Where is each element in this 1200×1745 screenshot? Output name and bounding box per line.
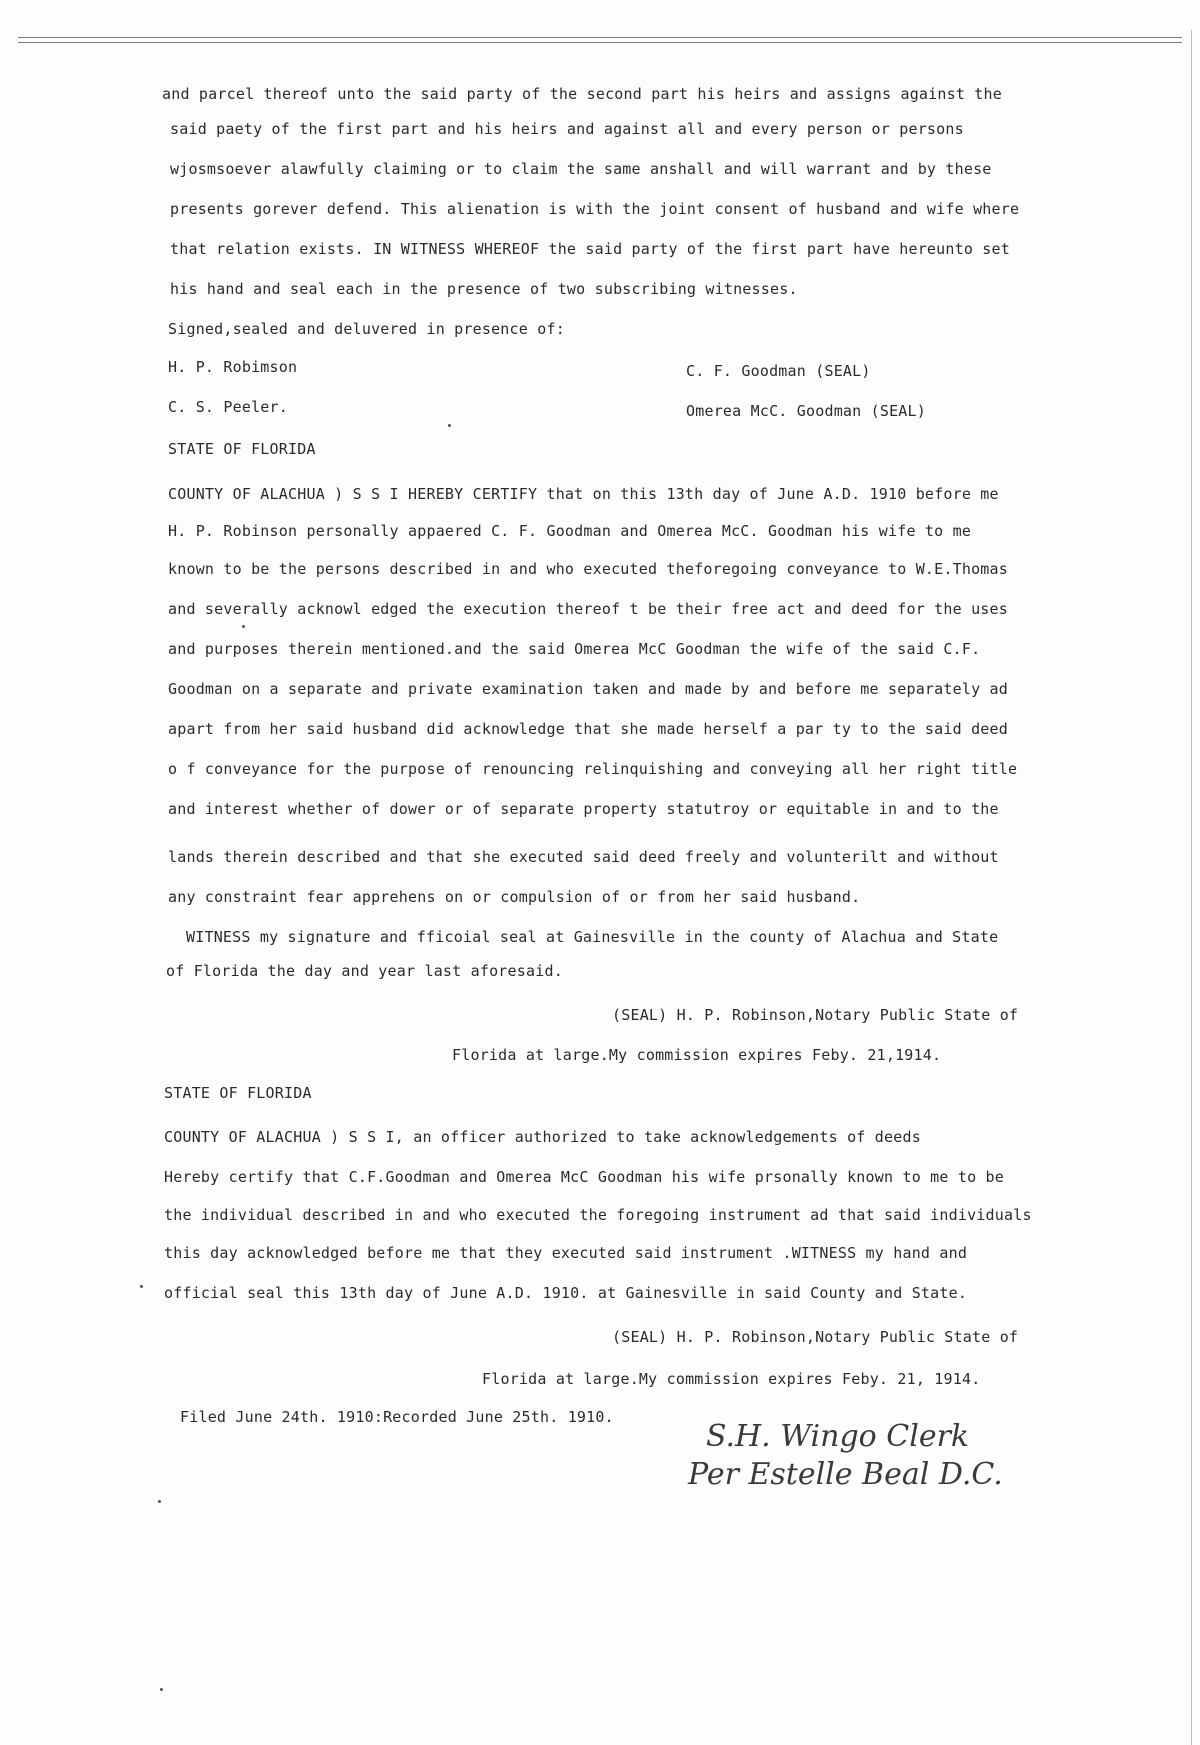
notary-block: Florida at large.My commission expires Feby. 21,1914. bbox=[452, 1046, 942, 1064]
state-heading: STATE OF FLORIDA bbox=[164, 1084, 312, 1102]
scan-speck bbox=[160, 1688, 163, 1691]
ack-line: Hereby certify that C.F.Goodman and Omerea McC Goodman his wife prsonally known to me to be bbox=[164, 1168, 1004, 1186]
clerk-signature: S.H. Wingo Clerk bbox=[706, 1419, 970, 1454]
witness-name: C. S. Peeler. bbox=[168, 398, 288, 416]
body-line: his hand and seal each in the presence of two subscribing witnesses. bbox=[170, 280, 798, 298]
notary-block: (SEAL) H. P. Robinson,Notary Public State of bbox=[612, 1006, 1019, 1024]
ack-line: H. P. Robinson personally appaered C. F. Goodman and Omerea McC. Goodman his wife to me bbox=[168, 522, 972, 540]
witness-name: H. P. Robimson bbox=[168, 358, 298, 376]
signed-sealed-line: Signed,sealed and deluvered in presence of: bbox=[168, 320, 565, 338]
body-line: and parcel thereof unto the said party of the second part his heirs and assigns against the bbox=[162, 85, 1002, 103]
ack-line: and interest whether of dower or of separate property statutroy or equitable in and to the bbox=[168, 800, 999, 818]
top-rule bbox=[18, 37, 1182, 38]
body-line: said paety of the first part and his heirs and against all and every person or persons bbox=[170, 120, 964, 138]
grantor-signature: Omerea McC. Goodman (SEAL) bbox=[686, 402, 926, 420]
body-line: presents gorever defend. This alienation is with the joint consent of husband and wife where bbox=[170, 200, 1020, 218]
notary-block: Florida at large.My commission expires Feby. 21, 1914. bbox=[482, 1370, 981, 1388]
top-rule-secondary bbox=[18, 42, 1182, 43]
ack-line: o f conveyance for the purpose of renouncing relinquishing and conveying all her right title bbox=[168, 760, 1018, 778]
scan-speck bbox=[158, 1500, 161, 1503]
ack-line: any constraint fear apprehens on or compulsion of or from her said husband. bbox=[168, 888, 861, 906]
deputy-clerk-signature: Per Estelle Beal D.C. bbox=[688, 1457, 1003, 1492]
body-line: that relation exists. IN WITNESS WHEREOF the said party of the first part have hereunto set bbox=[170, 240, 1010, 258]
ack-line: and severally acknowl edged the execution thereof t be their free act and deed for the uses bbox=[168, 600, 1008, 618]
witness-clause: WITNESS my signature and fficoial seal at Gainesville in the county of Alachua and State bbox=[186, 928, 999, 946]
ack-line: apart from her said husband did acknowledge that she made herself a par ty to the said deed bbox=[168, 720, 1008, 738]
ack-line: this day acknowledged before me that they executed said instrument .WITNESS my hand and bbox=[164, 1244, 968, 1262]
filed-recorded-line: Filed June 24th. 1910:Recorded June 25th. 1910. bbox=[180, 1408, 614, 1426]
state-heading: STATE OF FLORIDA bbox=[168, 440, 316, 458]
ack-line: COUNTY OF ALACHUA ) S S I, an officer authorized to take acknowledgements of deeds bbox=[164, 1128, 921, 1146]
ack-line: official seal this 13th day of June A.D. 1910. at Gainesville in said County and State. bbox=[164, 1284, 968, 1302]
notary-block: (SEAL) H. P. Robinson,Notary Public State of bbox=[612, 1328, 1019, 1346]
body-line: wjosmsoever alawfully claiming or to claim the same anshall and will warrant and by these bbox=[170, 160, 992, 178]
scan-speck bbox=[242, 625, 245, 628]
scan-speck bbox=[140, 1285, 143, 1288]
ack-line: known to be the persons described in and who executed theforegoing conveyance to W.E.Thomas bbox=[168, 560, 1008, 578]
witness-clause: of Florida the day and year last aforesaid. bbox=[166, 962, 563, 980]
grantor-signature: C. F. Goodman (SEAL) bbox=[686, 362, 871, 380]
ack-line: Goodman on a separate and private examination taken and made by and before me separately ad bbox=[168, 680, 1008, 698]
ack-line: COUNTY OF ALACHUA ) S S I HEREBY CERTIFY that on this 13th day of June A.D. 1910 before me bbox=[168, 485, 999, 503]
ack-line: and purposes therein mentioned.and the said Omerea McC Goodman the wife of the said C.F. bbox=[168, 640, 981, 658]
scan-speck bbox=[448, 424, 451, 427]
ack-line: the individual described in and who executed the foregoing instrument ad that said individuals bbox=[164, 1206, 1032, 1224]
ack-line: lands therein described and that she executed said deed freely and volunterilt and without bbox=[168, 848, 999, 866]
page-edge bbox=[1191, 30, 1192, 1745]
